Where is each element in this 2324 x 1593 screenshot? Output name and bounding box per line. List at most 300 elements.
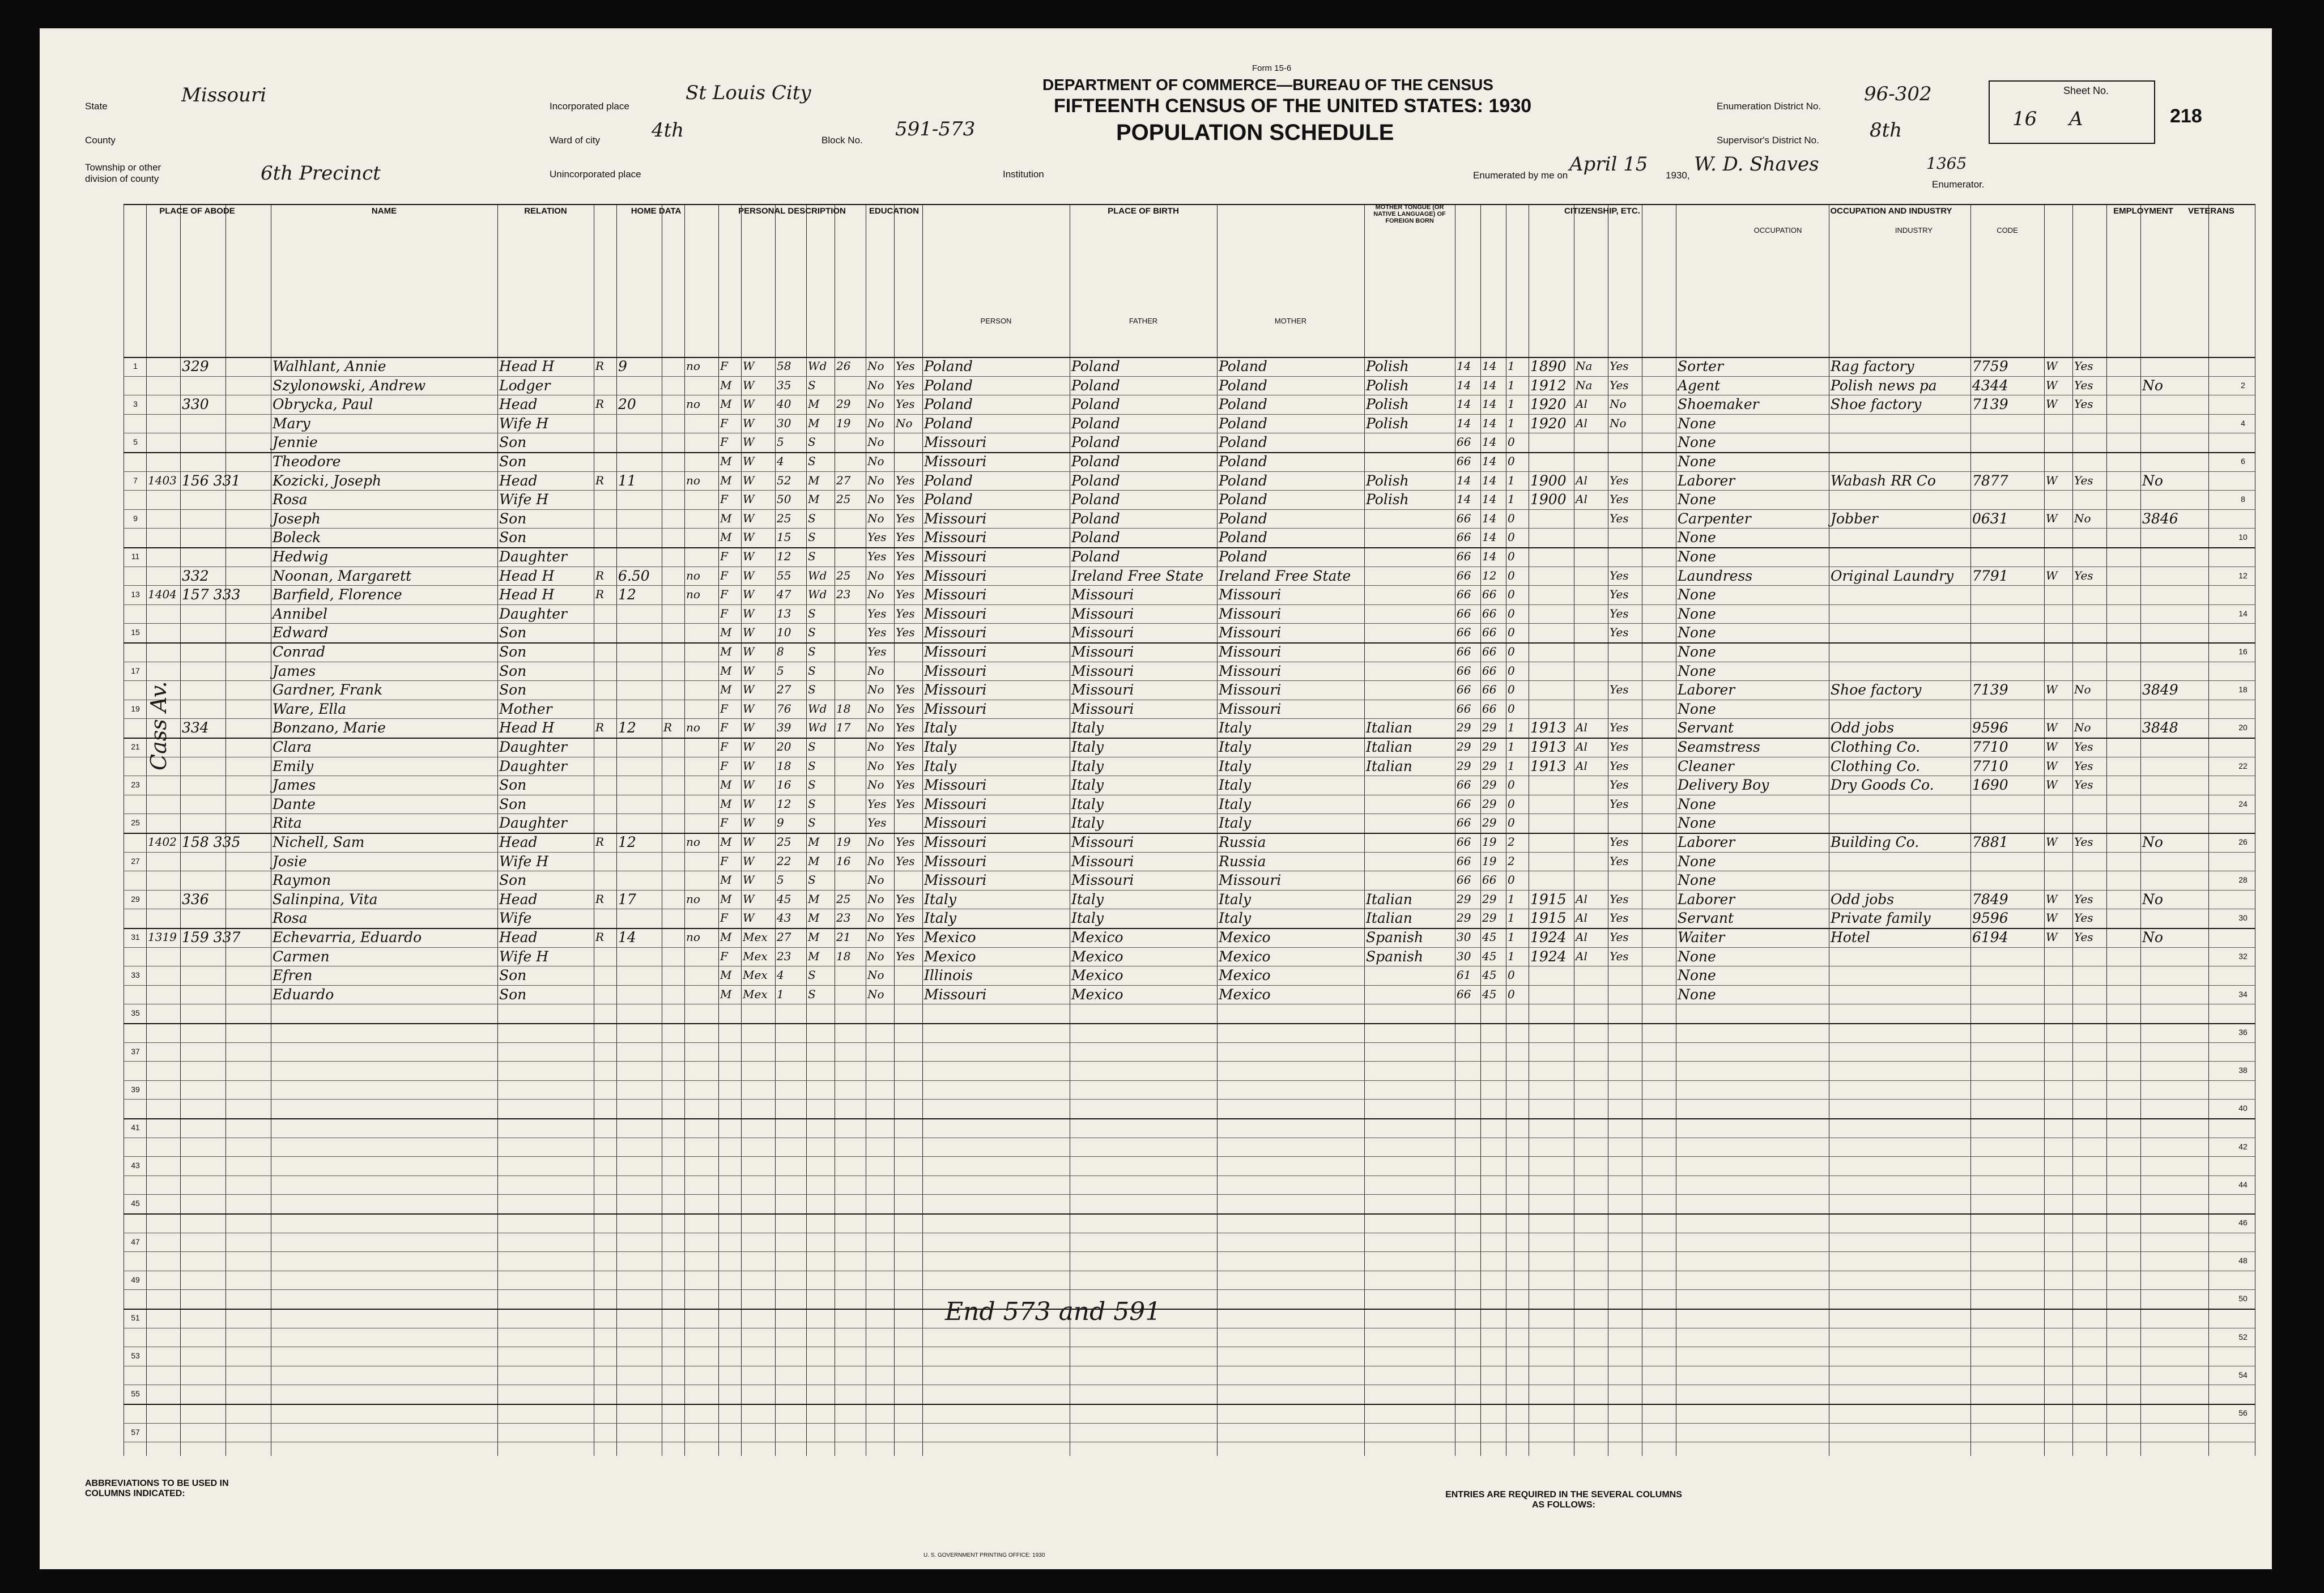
cell-bp: Illinois: [924, 967, 973, 984]
cell-emp: No: [2074, 511, 2091, 525]
cell-ca: 29: [1457, 759, 1471, 773]
cell-occ: None: [1678, 453, 1716, 470]
cell-read: Yes: [896, 359, 915, 373]
cell-agem: 23: [836, 587, 851, 602]
cell-code: 7710: [1972, 757, 2008, 774]
cell-fam: 330: [182, 396, 209, 413]
cell-bp: Missouri: [924, 567, 987, 584]
cell-bm: Missouri: [1219, 586, 1282, 603]
cell-sex: F: [720, 492, 728, 506]
cell-name: Hedwig: [273, 548, 328, 565]
cell-race: W: [743, 759, 755, 773]
cell-cc: 0: [1508, 778, 1515, 792]
cell-dw: 1319: [148, 930, 177, 944]
cell-bm: Mexico: [1219, 967, 1271, 984]
cell-fam: 336: [182, 891, 209, 908]
cell-sex: M: [720, 930, 732, 944]
institution-label: Institution: [1003, 169, 1044, 180]
row-rule: [124, 1156, 2255, 1157]
cell-rel: Son: [499, 624, 527, 641]
cell-name: Bonzano, Marie: [273, 719, 386, 736]
cell-mar: M: [808, 397, 820, 411]
subheader-person: PERSON: [980, 317, 1012, 325]
cell-cls: W: [2046, 511, 2058, 525]
cell-read: Yes: [896, 473, 915, 487]
group-personal: PERSONAL DESCRIPTION: [738, 206, 846, 216]
cell-mar: S: [808, 873, 816, 887]
year-suffix: 1930,: [1666, 170, 1690, 181]
cell-nat: Al: [1576, 397, 1587, 411]
cell-ca: 66: [1457, 550, 1471, 563]
cell-name: Annibel: [273, 605, 328, 622]
cell-bm: Italy: [1219, 795, 1251, 812]
cell-bm: Mexico: [1219, 929, 1271, 945]
cell-ca: 66: [1457, 778, 1471, 792]
cell-nat: Al: [1576, 949, 1587, 963]
cell-cc: 0: [1508, 435, 1515, 449]
cell-name: Theodore: [273, 453, 341, 470]
cell-ind: Polish news pa: [1831, 377, 1937, 394]
cell-tenure: R: [595, 835, 605, 849]
cell-cc: 0: [1508, 873, 1515, 887]
row-rule: [124, 1251, 2255, 1252]
enumeration-date: April 15: [1569, 153, 1648, 176]
row-rule: [124, 1061, 2255, 1062]
cell-bm: Missouri: [1219, 682, 1282, 698]
cell-name: Josie: [273, 853, 307, 870]
cell-name: Mary: [273, 415, 310, 432]
state-label: State: [85, 101, 108, 112]
cell-agem: 21: [836, 930, 851, 944]
cell-bf: Italy: [1071, 719, 1104, 736]
column-rule: [2140, 204, 2141, 1456]
cell-read: Yes: [896, 587, 915, 602]
column-rule: [718, 204, 719, 1456]
cell-mar: Wd: [808, 721, 827, 735]
cell-cls: W: [2046, 835, 2058, 849]
cell-agem: 19: [836, 416, 851, 430]
cell-race: W: [743, 892, 755, 906]
cell-ca: 66: [1457, 454, 1471, 468]
cell-fam: 159 337: [182, 929, 241, 945]
cell-rel: Head: [499, 396, 538, 413]
cell-cb: 66: [1482, 683, 1497, 697]
cell-read: Yes: [896, 378, 915, 392]
cell-cb: 66: [1482, 606, 1497, 620]
cell-mar: S: [808, 968, 816, 982]
cell-farm: no: [686, 397, 700, 411]
cell-cc: 1: [1508, 359, 1515, 373]
cell-occ: Laundress: [1678, 567, 1753, 584]
cell-mar: S: [808, 530, 816, 544]
cell-value: 17: [618, 891, 636, 908]
cell-ca: 29: [1457, 740, 1471, 753]
cell-eng: Yes: [1610, 606, 1629, 620]
stamp-number: 218: [2170, 105, 2202, 127]
cell-eng: No: [1610, 416, 1627, 430]
cell-bf: Italy: [1071, 739, 1104, 755]
cell-sch: No: [867, 587, 884, 602]
cell-cb: 66: [1482, 873, 1497, 887]
enumerated-label: Enumerated by me on: [1473, 170, 1568, 181]
cell-name: Conrad: [273, 644, 326, 660]
cell-ca: 66: [1457, 796, 1471, 811]
cell-read: Yes: [896, 701, 915, 715]
cell-bp: Missouri: [924, 510, 987, 527]
cell-sch: No: [867, 968, 884, 982]
cell-bm: Italy: [1219, 891, 1251, 908]
cell-bm: Poland: [1219, 434, 1267, 451]
row-rule: [124, 1213, 2255, 1215]
end-note: End 573 and 591: [945, 1297, 1161, 1326]
cell-age: 50: [777, 492, 791, 506]
cell-bf: Mexico: [1071, 986, 1123, 1003]
cell-cls: W: [2046, 930, 2058, 944]
cell-nat: Al: [1576, 759, 1587, 773]
cell-race: W: [743, 701, 755, 715]
cell-eng: Yes: [1610, 721, 1629, 735]
row-number: 5: [133, 437, 138, 447]
cell-bm: Missouri: [1219, 872, 1282, 889]
cell-sch: No: [867, 683, 884, 697]
cell-occ: Laborer: [1678, 472, 1735, 489]
cell-occ: None: [1678, 948, 1716, 965]
cell-nat: Na: [1576, 359, 1593, 373]
township-value: 6th Precinct: [261, 162, 381, 185]
cell-name: Walhlant, Annie: [273, 358, 386, 374]
cell-mar: S: [808, 796, 816, 811]
cell-sch: No: [867, 663, 884, 678]
cell-sch: Yes: [867, 816, 887, 830]
cell-agem: 23: [836, 911, 851, 925]
cell-sex: F: [720, 949, 728, 963]
cell-sex: F: [720, 550, 728, 563]
cell-name: Gardner, Frank: [273, 682, 383, 698]
cell-age: 15: [777, 530, 791, 544]
cell-dw: 1402: [148, 835, 177, 849]
cell-bm: Missouri: [1219, 624, 1282, 641]
cell-emp: Yes: [2074, 930, 2093, 944]
cell-read: Yes: [896, 740, 915, 753]
cell-ind: Odd jobs: [1831, 719, 1895, 736]
department-title: DEPARTMENT OF COMMERCE—BUREAU OF THE CENSUS: [1042, 76, 1493, 93]
cell-occ: Servant: [1678, 910, 1734, 927]
cell-vet: No: [2142, 929, 2163, 945]
column-rule: [741, 204, 742, 1456]
cell-rel: Daughter: [499, 605, 567, 622]
cell-cc: 0: [1508, 968, 1515, 982]
cell-ca: 66: [1457, 606, 1471, 620]
cell-mar: M: [808, 892, 820, 906]
cell-bp: Italy: [924, 910, 956, 927]
cell-mar: S: [808, 606, 816, 620]
cell-ca: 30: [1457, 949, 1471, 963]
cell-emp: Yes: [2074, 892, 2093, 906]
cell-bm: Italy: [1219, 777, 1251, 794]
cell-cb: 14: [1482, 416, 1497, 430]
cell-sch: No: [867, 911, 884, 925]
cell-race: W: [743, 511, 755, 525]
cell-fam: 157 333: [182, 586, 241, 603]
cell-name: Noonan, Margarett: [273, 567, 412, 584]
cell-bp: Missouri: [924, 644, 987, 660]
cell-cb: 14: [1482, 378, 1497, 392]
cell-cls: W: [2046, 892, 2058, 906]
cell-sch: No: [867, 835, 884, 849]
cell-tenure: R: [595, 587, 605, 602]
cell-value: 11: [618, 472, 636, 489]
row-number: 50: [2238, 1294, 2248, 1304]
cell-sch: No: [867, 492, 884, 506]
cell-rel: Wife H: [499, 415, 549, 432]
cell-bm: Poland: [1219, 415, 1267, 432]
cell-sex: M: [720, 473, 732, 487]
cell-cc: 1: [1508, 892, 1515, 906]
cell-farm: no: [686, 587, 700, 602]
cell-rel: Wife H: [499, 491, 549, 508]
column-rule: [1364, 204, 1365, 1456]
group-place-of-birth: PLACE OF BIRTH: [1108, 206, 1179, 216]
cell-bf: Poland: [1071, 472, 1120, 489]
cell-emp: No: [2074, 683, 2091, 697]
cell-name: Efren: [273, 967, 313, 984]
cell-name: James: [273, 662, 316, 679]
cell-mar: M: [808, 854, 820, 868]
cell-bf: Missouri: [1071, 853, 1134, 870]
cell-race: W: [743, 625, 755, 640]
column-rule: [922, 204, 923, 1456]
cell-mar: S: [808, 645, 816, 658]
cell-cb: 66: [1482, 663, 1497, 678]
cell-name: Ware, Ella: [273, 700, 347, 717]
cell-cls: W: [2046, 721, 2058, 735]
cell-age: 4: [777, 454, 784, 468]
cell-bf: Italy: [1071, 757, 1104, 774]
cell-nat: Al: [1576, 492, 1587, 506]
cell-rel: Son: [499, 986, 527, 1003]
cell-mar: S: [808, 778, 816, 792]
cell-value: 12: [618, 719, 636, 736]
cell-agem: 25: [836, 892, 851, 906]
cell-value: 20: [618, 396, 636, 413]
cell-age: 45: [777, 892, 791, 906]
cell-mar: S: [808, 550, 816, 563]
district-value: 96-302: [1864, 83, 1932, 105]
cell-sch: No: [867, 568, 884, 582]
group-relation: RELATION: [524, 206, 567, 216]
cell-bf: Italy: [1071, 910, 1104, 927]
cell-bf: Mexico: [1071, 929, 1123, 945]
row-number: 40: [2238, 1104, 2248, 1113]
cell-bf: Poland: [1071, 415, 1120, 432]
cell-cb: 66: [1482, 701, 1497, 715]
cell-mar: S: [808, 987, 816, 1001]
row-number: 37: [131, 1046, 140, 1056]
cell-mar: S: [808, 435, 816, 449]
cell-occ: Laborer: [1678, 891, 1735, 908]
population-table: [124, 204, 2255, 1456]
cell-name: Edward: [273, 624, 329, 641]
cell-age: 12: [777, 550, 791, 563]
cell-emp: Yes: [2074, 473, 2093, 487]
cell-occ: None: [1678, 986, 1716, 1003]
cell-emp: Yes: [2074, 568, 2093, 582]
column-rule: [806, 204, 807, 1456]
cell-rel: Head: [499, 929, 538, 945]
cell-tenure: R: [595, 930, 605, 944]
cell-race: W: [743, 816, 755, 830]
cell-bp: Missouri: [924, 700, 987, 717]
cell-rel: Daughter: [499, 548, 567, 565]
cell-mar: M: [808, 835, 820, 849]
cell-farm: no: [686, 721, 700, 735]
subheader-code: CODE: [1997, 226, 2018, 235]
cell-cb: 14: [1482, 397, 1497, 411]
cell-occ: Seamstress: [1678, 739, 1760, 755]
cell-ca: 14: [1457, 492, 1471, 506]
cell-tongue: Polish: [1366, 472, 1409, 489]
cell-bp: Poland: [924, 472, 973, 489]
cell-bf: Missouri: [1071, 834, 1134, 850]
cell-age: 9: [777, 816, 784, 830]
cell-ind: Private family: [1831, 910, 1931, 927]
row-number: 12: [2238, 570, 2248, 580]
cell-bp: Missouri: [924, 605, 987, 622]
cell-vet: No: [2142, 891, 2163, 908]
row-number: 44: [2238, 1179, 2248, 1189]
row-rule: [124, 204, 2255, 205]
cell-ca: 66: [1457, 683, 1471, 697]
cell-cc: 0: [1508, 454, 1515, 468]
row-rule: [124, 1118, 2255, 1119]
cell-occ: Waiter: [1678, 929, 1725, 945]
row-number: 47: [131, 1237, 140, 1246]
cell-name: Salinpina, Vita: [273, 891, 378, 908]
cell-bm: Poland: [1219, 548, 1267, 565]
row-number: 32: [2238, 951, 2248, 961]
cell-occ: None: [1678, 700, 1716, 717]
cell-read: Yes: [896, 492, 915, 506]
row-number: 42: [2238, 1141, 2248, 1151]
group-citizenship: CITIZENSHIP, ETC.: [1564, 206, 1640, 216]
cell-sch: No: [867, 759, 884, 773]
row-rule: [124, 1023, 2255, 1024]
cell-imm: 1920: [1530, 415, 1567, 432]
cell-cc: 0: [1508, 568, 1515, 582]
cell-ind: Wabash RR Co: [1831, 472, 1936, 489]
cell-bf: Missouri: [1071, 586, 1134, 603]
cell-rel: Mother: [499, 700, 552, 717]
cell-sch: No: [867, 511, 884, 525]
cell-ind: Clothing Co.: [1831, 757, 1921, 774]
cell-cc: 0: [1508, 625, 1515, 640]
cell-sex: M: [720, 778, 732, 792]
cell-rel: Son: [499, 453, 527, 470]
cell-race: W: [743, 473, 755, 487]
column-rule: [497, 204, 498, 1456]
cell-bf: Poland: [1071, 453, 1120, 470]
cell-mar: S: [808, 454, 816, 468]
cell-tongue: Polish: [1366, 491, 1409, 508]
cell-fam: 158 335: [182, 834, 241, 850]
cell-mar: S: [808, 759, 816, 773]
cell-sex: M: [720, 530, 732, 544]
cell-ca: 66: [1457, 587, 1471, 602]
cell-agem: 27: [836, 473, 851, 487]
cell-bf: Italy: [1071, 777, 1104, 794]
cell-cb: 14: [1482, 511, 1497, 525]
cell-cls: W: [2046, 740, 2058, 753]
row-number: 18: [2238, 685, 2248, 695]
cell-agem: 26: [836, 359, 851, 373]
cell-imm: 1915: [1530, 891, 1567, 908]
county-label: County: [85, 135, 116, 146]
cell-code: 4344: [1972, 377, 2008, 394]
cell-cc: 2: [1508, 854, 1515, 868]
cell-race: W: [743, 378, 755, 392]
cell-sch: Yes: [867, 796, 887, 811]
cell-bp: Missouri: [924, 777, 987, 794]
cell-rel: Son: [499, 777, 527, 794]
incorporated-label: Incorporated place: [550, 101, 629, 112]
cell-bf: Poland: [1071, 396, 1120, 413]
row-number: 2: [2241, 380, 2245, 390]
cell-cc: 0: [1508, 987, 1515, 1001]
cell-read: Yes: [896, 530, 915, 544]
cell-eng: Yes: [1610, 378, 1629, 392]
cell-sex: F: [720, 701, 728, 715]
cell-bm: Poland: [1219, 377, 1267, 394]
cell-age: 52: [777, 473, 791, 487]
cell-sex: M: [720, 968, 732, 982]
cell-bf: Missouri: [1071, 872, 1134, 889]
cell-occ: None: [1678, 644, 1716, 660]
cell-cb: 45: [1482, 987, 1497, 1001]
cell-ca: 14: [1457, 359, 1471, 373]
cell-cb: 14: [1482, 454, 1497, 468]
row-number: 48: [2238, 1256, 2248, 1266]
supervisor-value: 8th: [1870, 119, 1902, 142]
cell-cc: 1: [1508, 397, 1515, 411]
cell-fam: 156 331: [182, 472, 241, 489]
cell-rel: Daughter: [499, 739, 567, 755]
cell-tongue: Spanish: [1366, 948, 1424, 965]
cell-ca: 66: [1457, 511, 1471, 525]
cell-age: 47: [777, 587, 791, 602]
cell-name: Rita: [273, 815, 302, 832]
cell-sch: No: [867, 873, 884, 887]
cell-rel: Son: [499, 434, 527, 451]
cell-cb: 29: [1482, 911, 1497, 925]
cell-rel: Wife: [499, 910, 532, 927]
cell-bm: Poland: [1219, 396, 1267, 413]
row-rule: [124, 1194, 2255, 1195]
cell-sch: Yes: [867, 530, 887, 544]
column-rule: [894, 204, 895, 1456]
subheader-occupation: OCCUPATION: [1753, 226, 1802, 235]
cell-bf: Missouri: [1071, 624, 1134, 641]
cell-sch: No: [867, 854, 884, 868]
cell-cb: 14: [1482, 359, 1497, 373]
row-number: 55: [131, 1389, 140, 1399]
cell-age: 40: [777, 397, 791, 411]
cell-race: W: [743, 530, 755, 544]
row-number: 6: [2241, 457, 2245, 466]
cell-cc: 1: [1508, 759, 1515, 773]
cell-ca: 66: [1457, 530, 1471, 544]
row-number: 17: [131, 666, 140, 675]
cell-tenure: R: [595, 397, 605, 411]
